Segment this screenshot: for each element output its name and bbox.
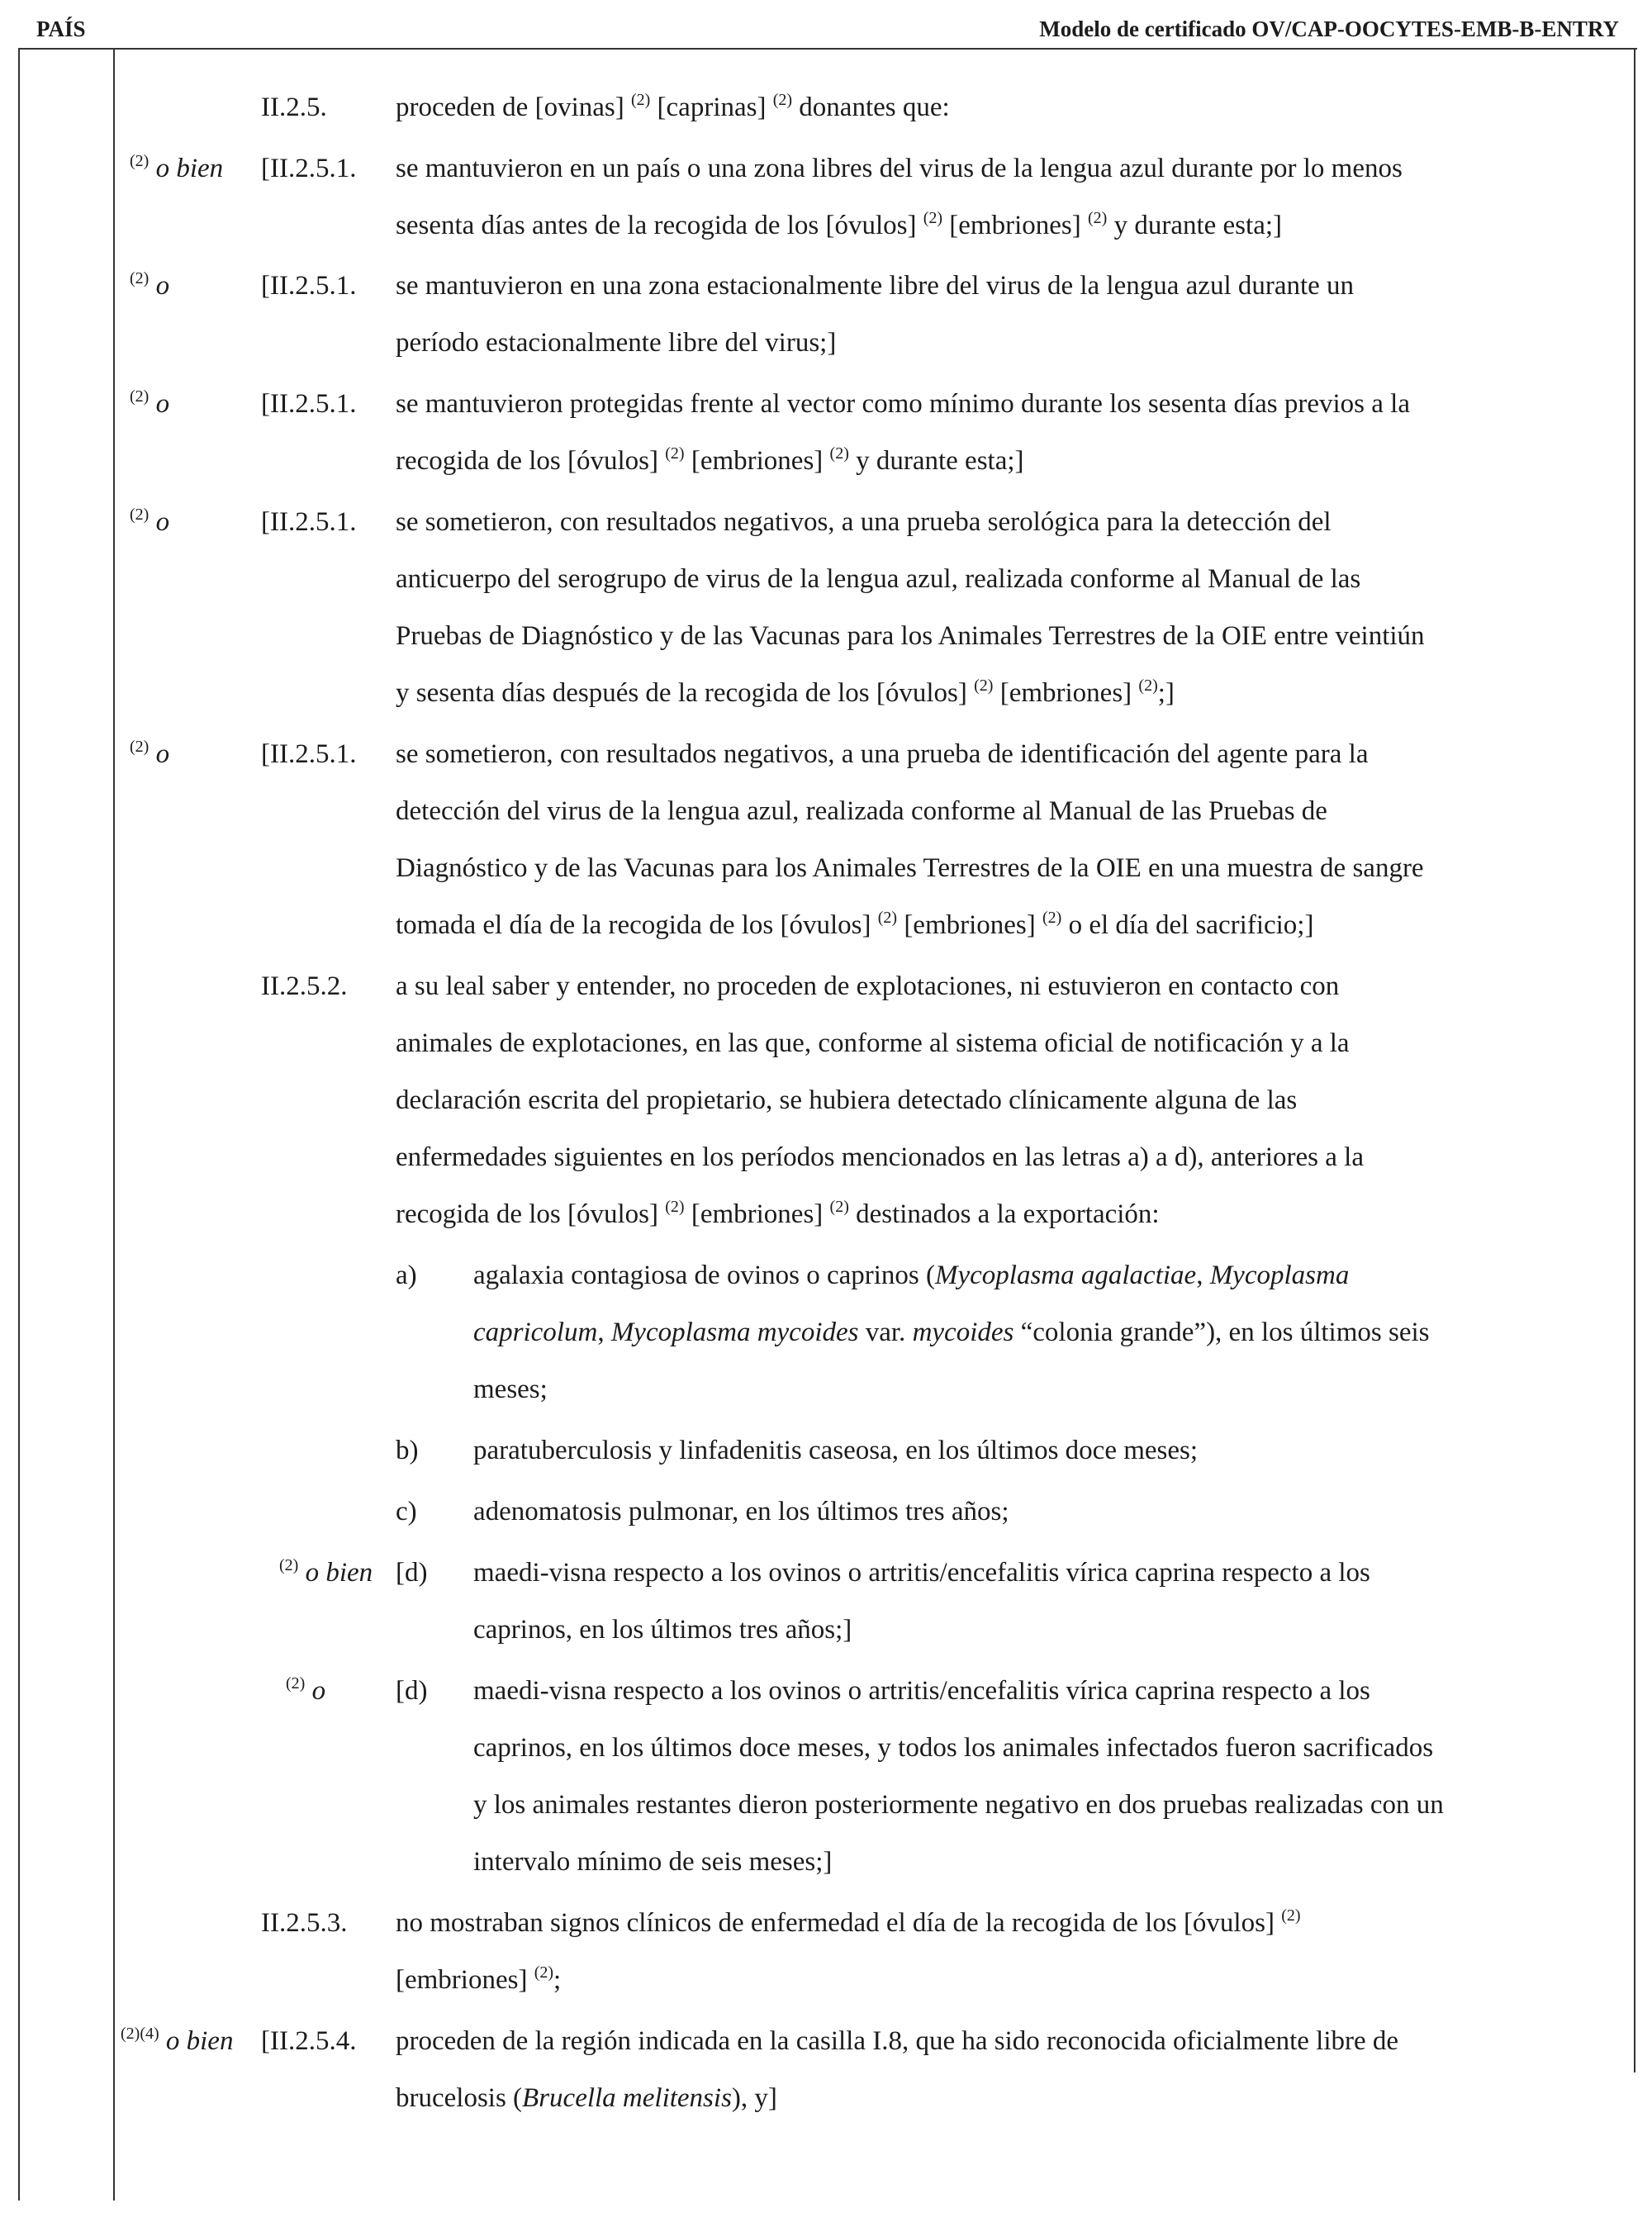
item-label: [d) <box>396 1558 428 1588</box>
clause-text: anticuerpo del serogrupo de virus de la lengua azul, realizada conforme al Manual de las <box>396 564 1361 594</box>
item-label: a) <box>396 1261 417 1290</box>
clause-text: proceden de [ovinas] $^{(2)}$ [caprinas] $^{(2)}$ donantes que: <box>396 91 950 122</box>
clause-text: se mantuvieron en una zona estacionalmente libre del virus de la lengua azul durante un <box>396 271 1355 301</box>
margin-note: $^{(2)(4)}$ o bien <box>121 2025 234 2056</box>
clause-number: [II.2.5.4. <box>261 2026 357 2056</box>
clause-text: a su leal saber y entender, no proceden de explotaciones, ni estuvieron en contacto con <box>396 971 1340 1001</box>
item-text: paratuberculosis y linfadenitis caseosa, en los últimos doce meses; <box>473 1436 1199 1465</box>
clause-number: [II.2.5.1. <box>261 739 357 769</box>
item-text: maedi-visna respecto a los ovinos o artritis/encefalitis vírica caprina respecto a los <box>473 1558 1370 1588</box>
item-text: maedi-visna respecto a los ovinos o artritis/encefalitis vírica caprina respecto a los <box>473 1676 1370 1706</box>
item-text: intervalo mínimo de seis meses;] <box>473 1847 833 1877</box>
clause-number: II.2.5. <box>261 93 327 122</box>
clause-text: Pruebas de Diagnóstico y de las Vacunas para los Animales Terrestres de la OIE entre veintiún <box>396 621 1425 651</box>
frame-column-line <box>113 49 115 2201</box>
item-text: adenomatosis pulmonar, en los últimos tres años; <box>473 1497 1009 1526</box>
margin-note: $^{(2)}$ o <box>130 738 170 769</box>
clause-text: enfermedades siguientes en los períodos mencionados en las letras a) a d), anteriores a la <box>396 1142 1364 1172</box>
clause-text: se mantuvieron en un país o una zona libres del virus de la lengua azul durante por lo menos <box>396 154 1403 183</box>
clause-text: se mantuvieron protegidas frente al vector como mínimo durante los sesenta días previos a la <box>396 389 1410 419</box>
clause-text: recogida de los [óvulos] $^{(2)}$ [embriones] $^{(2)}$ destinados a la exportación: <box>396 1198 1160 1229</box>
clause-number: [II.2.5.1. <box>261 154 357 183</box>
margin-note: $^{(2)}$ o <box>286 1674 326 1706</box>
margin-note: $^{(2)}$ o bien <box>130 152 224 183</box>
margin-note: $^{(2)}$ o <box>130 506 170 537</box>
header-country: PAÍS <box>36 17 86 41</box>
item-label: c) <box>396 1497 417 1526</box>
clause-number: [II.2.5.1. <box>261 507 357 537</box>
header-model: Modelo de certificado OV/CAP-OOCYTES-EMB-B-ENTRY <box>1039 17 1619 41</box>
clause-text: período estacionalmente libre del virus;] <box>396 328 837 358</box>
margin-note: $^{(2)}$ o <box>130 269 170 301</box>
item-text: caprinos, en los últimos doce meses, y todos los animales infectados fueron sacrificados <box>473 1733 1434 1763</box>
clause-text: Diagnóstico y de las Vacunas para los Animales Terrestres de la OIE en una muestra de sangre <box>396 853 1424 883</box>
item-label: b) <box>396 1436 419 1465</box>
clause-number: II.2.5.3. <box>261 1908 348 1938</box>
clause-number: II.2.5.2. <box>261 971 348 1001</box>
item-text: meses; <box>473 1375 548 1404</box>
clause-text: proceden de la región indicada en la casilla I.8, que ha sido reconocida oficialmente libre de <box>396 2026 1399 2056</box>
item-label: [d) <box>396 1676 428 1706</box>
item-text: caprinos, en los últimos tres años;] <box>473 1615 852 1645</box>
clause-text: tomada el día de la recogida de los [óvulos] $^{(2)}$ [embriones] $^{(2)}$ o el día del sacrificio;] <box>396 909 1314 940</box>
clause-text: y sesenta días después de la recogida de los [óvulos] $^{(2)}$ [embriones] $^{(2)}$;] <box>396 677 1175 708</box>
item-text: capricolum, Mycoplasma mycoides var. mycoides “colonia grande”), en los últimos seis <box>473 1318 1430 1347</box>
frame-left-line <box>18 49 20 2201</box>
clause-text: sesenta días antes de la recogida de los [óvulos] $^{(2)}$ [embriones] $^{(2)}$ y durante esta;] <box>396 209 1282 240</box>
clause-text: brucelosis (Brucella melitensis), y] <box>396 2083 777 2113</box>
clause-number: [II.2.5.1. <box>261 389 357 419</box>
clause-text: no mostraban signos clínicos de enfermedad el día de la recogida de los [óvulos] $^{(2)}$ <box>396 1906 1301 1938</box>
margin-note: $^{(2)}$ o <box>130 387 170 419</box>
frame-top-line <box>18 48 1637 50</box>
clause-text: detección del virus de la lengua azul, realizada conforme al Manual de las Pruebas de <box>396 796 1327 826</box>
clause-text: se sometieron, con resultados negativos, a una prueba serológica para la detección del <box>396 507 1332 537</box>
item-text: agalaxia contagiosa de ovinos o caprinos (Mycoplasma agalactiae, Mycoplasma <box>473 1261 1350 1290</box>
clause-text: animales de explotaciones, en las que, conforme al sistema oficial de notificación y a la <box>396 1028 1350 1058</box>
clause-number: [II.2.5.1. <box>261 271 357 301</box>
clause-text: declaración escrita del propietario, se hubiera detectado clínicamente alguna de las <box>396 1085 1298 1115</box>
clause-text: se sometieron, con resultados negativos, a una prueba de identificación del agente para la <box>396 739 1369 769</box>
item-text: y los animales restantes dieron posteriormente negativo en dos pruebas realizadas con un <box>473 1790 1444 1820</box>
clause-text: recogida de los [óvulos] $^{(2)}$ [embriones] $^{(2)}$ y durante esta;] <box>396 444 1024 476</box>
margin-note: $^{(2)}$ o bien <box>279 1556 373 1588</box>
clause-text: [embriones] $^{(2)}$; <box>396 1963 562 1995</box>
frame-right-line <box>1634 49 1635 2072</box>
